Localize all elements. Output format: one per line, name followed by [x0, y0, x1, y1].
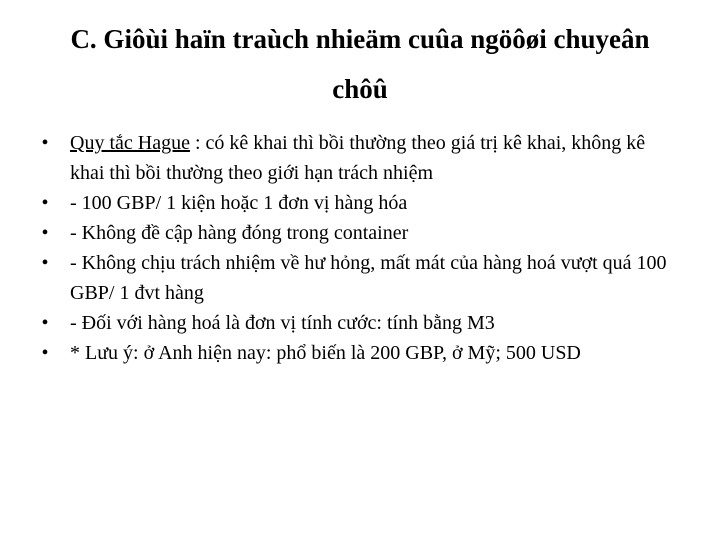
- list-item: [36, 128, 676, 188]
- rule-name: Quy tắc Hague: [70, 132, 190, 154]
- bullet-icon: •: [41, 192, 49, 214]
- list-item: [36, 248, 676, 308]
- list-item: [36, 308, 676, 338]
- bullet-icon: •: [41, 342, 49, 364]
- bullet-icon: •: [41, 222, 49, 244]
- bullet-list: [36, 128, 676, 368]
- list-item-text: - 100 GBP/ 1 kiện hoặc 1 đơn vị hàng hóa: [70, 192, 408, 214]
- list-item-text: * Lưu ý: ở Anh hiện nay: phổ biến là 200 GBP, ở Mỹ; 500 USD: [70, 342, 581, 364]
- bullet-icon: •: [41, 132, 49, 154]
- list-item-text: - Đối với hàng hoá là đơn vị tính cước: tính bằng M3: [70, 312, 495, 334]
- bullet-icon: •: [41, 312, 49, 334]
- list-item: [36, 338, 676, 368]
- list-item-text: : có kê khai thì bồi thường theo giá trị kê khai, không kê khai thì bồi thường theo giới hạn trách nhiệm: [70, 132, 646, 184]
- list-item-text: - Không chịu trách nhiệm về hư hỏng, mất mát của hàng hoá vượt quá 100 GBP/ 1 đvt hàng: [70, 252, 667, 304]
- list-item: [36, 218, 676, 248]
- bullet-icon: •: [41, 252, 49, 274]
- list-item-text: - Không đề cập hàng đóng trong container: [70, 222, 409, 244]
- slide-title: C. Giôùi haïn traùch nhieäm cuûa ngöôøi chuyeân chôû: [70, 24, 650, 104]
- list-item: [36, 188, 676, 218]
